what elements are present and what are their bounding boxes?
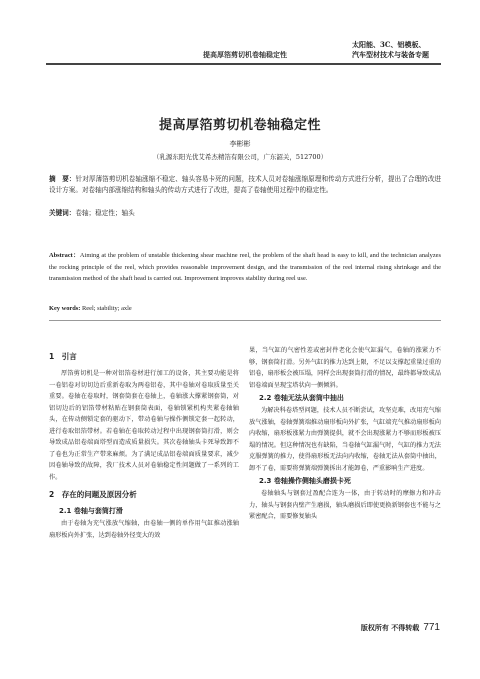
running-header-topic-line2: 汽车型材技术与装备专题	[352, 50, 429, 59]
abstract-label: 摘 要：	[49, 175, 76, 183]
copyright-notice: 版权所有 不得转载	[360, 623, 420, 632]
article-title: 提高厚箔剪切机卷轴稳定性	[158, 118, 321, 133]
paragraph-slip: 由于卷轴为充气涨放气缩轴，由卷轴一侧的单作用气缸推动涨轴扇形板向外扩张，达到卷轴外径变大的效	[49, 520, 239, 539]
running-header-title: 提高厚箔剪切机卷轴稳定性	[203, 50, 287, 59]
page-number: 771	[423, 622, 440, 633]
subsection-heading-wear: 2.3 卷轴操作侧轴头磨损卡死	[259, 477, 351, 485]
keywords-label: 关键词：	[49, 209, 76, 217]
paragraph-wear: 卷轴轴头与钢套过盈配合连为一体，由于转动时的摩擦力和冲击力，轴头与钢套内壁产生磨损，轴头磨损后即使更换新钢套也不能与之紧密配合，需要修复轴头	[249, 490, 441, 520]
keywords-chinese	[49, 208, 441, 219]
running-header-topic	[352, 40, 472, 60]
section-heading-problems: 2 存在的问题及原因分析	[49, 490, 137, 499]
abstract-en-label: Abstract：	[49, 252, 80, 259]
abstract-english	[49, 250, 441, 285]
abstract-en-text: Aiming at the problem of unstable thickening shear machine reel, the problem of the shaft head is easy to kill, and the technician analyzes the rocking principle of the reel, which provides reasonable improvement design, and the transmission of the reel internal rising shrinkage and the transmission method of the shaft head is carried out. Improvement improves stability during reel use.	[49, 252, 442, 282]
section-divider	[49, 320, 441, 321]
author-name: 李彬彬	[229, 140, 251, 148]
subsection-heading-extract: 2.2 卷轴无法从套筒中抽出	[259, 394, 344, 402]
abstract-chinese	[49, 174, 441, 196]
paragraph-intro: 厚箔剪切机是一种对铝箔卷材进行加工的设备，其主要功能是将一卷铝卷对切切边后重新卷取为两卷铝卷，其中卷轴对卷取质量至关重要。卷轴在卷取时，钢套筒套在卷轴上，卷轴涨大撑紧钢套筒，对铝切边后的铝箔带材粘贴在钢套筒表面，卷轴锁紧机构夹紧卷轴轴头，在传动侧锁定套的驱动下，带动卷轴与操作侧锁定套一起转动，进行卷取铝箔带材。若卷轴在卷取转动过程中出现钢套筒打滑，则会导致成品铝卷端面塔型而造成质量损失。其次卷轴轴头卡死导致卸不了卷也为正常生产带来麻烦。为了满足成品铝卷端面质量要求，减少因卷轴导致的故障，我厂技术人员对卷轴稳定性问题做了一系列的工作。	[49, 370, 239, 481]
paragraph-extract: 为解决科卷塔型问题，技术人员不断尝试，攻坚克难，改用充气缩放气涨轴，卷轴弹簧端推动扇形板向外扩张，气缸端充气推动扇形板向内收缩，扇形板涨紧力由弹簧提供，就不会出现涨紧力不够而形板被压塌的情况。但这种情况也有缺陷，当卷轴气缸漏气时，气缸的推力无法克服弹簧的推力，使得扇形板无法向内收缩，卷轴无法从套筒中抽出，卸不了卷，需要将弹簧端弹簧拆出才能卸卷，严重影响生产进度。	[249, 407, 441, 472]
keywords-text: 卷轴；稳定性；轴头	[75, 209, 135, 217]
section-heading-intro: 1 引言	[49, 352, 77, 361]
author-affiliation: （乳源东阳光优艾希杰精箔有限公司，广东韶关，512700）	[152, 153, 328, 161]
page-footer	[340, 622, 440, 633]
header-rule	[46, 63, 441, 65]
keywords-en-text: Reel; stability; axle	[82, 305, 132, 312]
paragraph-slip-continued: 果，当气缸的气密性差或密封件老化会使气缸漏气，卷轴的涨紧力不够，钢套筒打滑。另外气缸的推力达到上限，不足以支撑起重量过重的铝卷，扇形板会被压塌，同样会出现套筒打滑的情况，最终都导致成品铝卷端面呈现宝塔状向一侧倾斜。	[249, 347, 441, 389]
keywords-en-label: Key words:	[49, 305, 81, 312]
abstract-text: 针对厚薄箔剪切机卷轴涨缩不稳定、轴头容易卡死的问题，技术人员对卷轴涨缩原理和传动方式进行分析，提出了合理的改进设计方案。对卷轴内部涨缩结构和轴头的传动方式进行了改进，提高了卷轴使用过程中的稳定性。	[49, 175, 442, 194]
keywords-english	[49, 303, 441, 314]
subsection-heading-slip: 2.1 卷轴与套筒打滑	[59, 507, 123, 515]
body-column-left	[49, 345, 239, 541]
running-header-topic-line1: 太阳能、3C、铝模板、	[352, 40, 426, 49]
body-column-right	[249, 345, 441, 523]
